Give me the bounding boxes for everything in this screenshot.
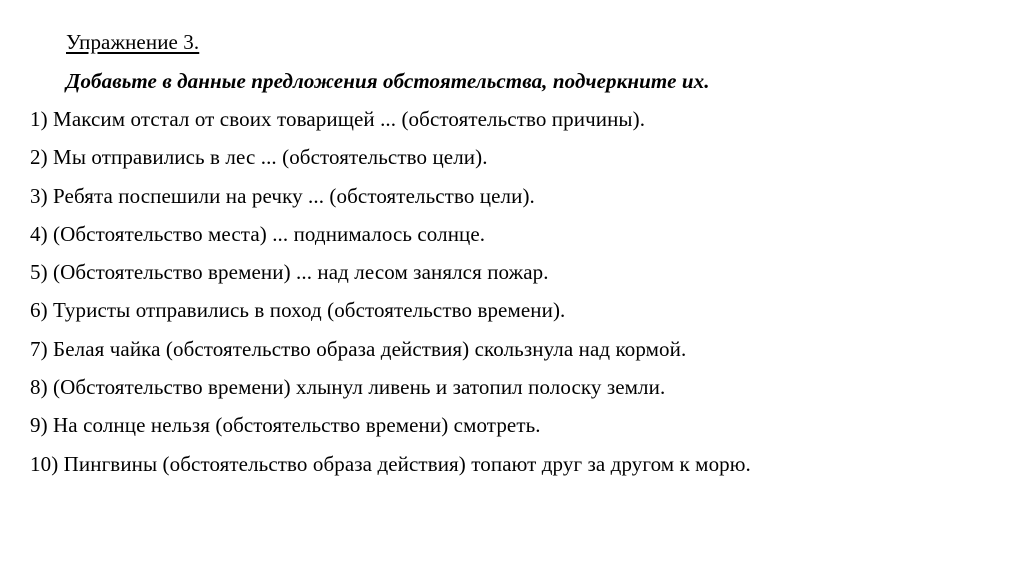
- exercise-item-7: 7) Белая чайка (обстоятельство образа действия) скользнула над кормой.: [30, 336, 687, 361]
- exercise-item-10: 10) Пингвины (обстоятельство образа действия) топают друг за другом к морю.: [30, 451, 751, 476]
- exercise-item-4: 4) (Обстоятельство места) ... поднималось солнце.: [30, 221, 486, 246]
- exercise-item-8: 8) (Обстоятельство времени) хлынул ливень и затопил полоску земли.: [30, 375, 666, 400]
- exercise-instruction: Добавьте в данные предложения обстоятельства, подчеркните их.: [66, 69, 710, 93]
- exercise-item-2: 2) Мы отправились в лес ... (обстоятельство цели).: [30, 145, 488, 170]
- exercise-items-list: [30, 106, 751, 489]
- exercise-item-1: 1) Максим отстал от своих товарищей ... (обстоятельство причины).: [30, 107, 646, 131]
- exercise-item-9: 9) На солнце нельзя (обстоятельство времени) смотреть.: [30, 413, 541, 438]
- exercise-title: Упражнение 3.: [66, 30, 200, 54]
- exercise-item-6: 6) Туристы отправились в поход (обстоятельство времени).: [30, 298, 566, 323]
- exercise-item-5: 5) (Обстоятельство времени) ... над лесом занялся пожар.: [30, 260, 549, 285]
- exercise-item-3: 3) Ребята поспешили на речку ... (обстоятельство цели).: [30, 183, 535, 208]
